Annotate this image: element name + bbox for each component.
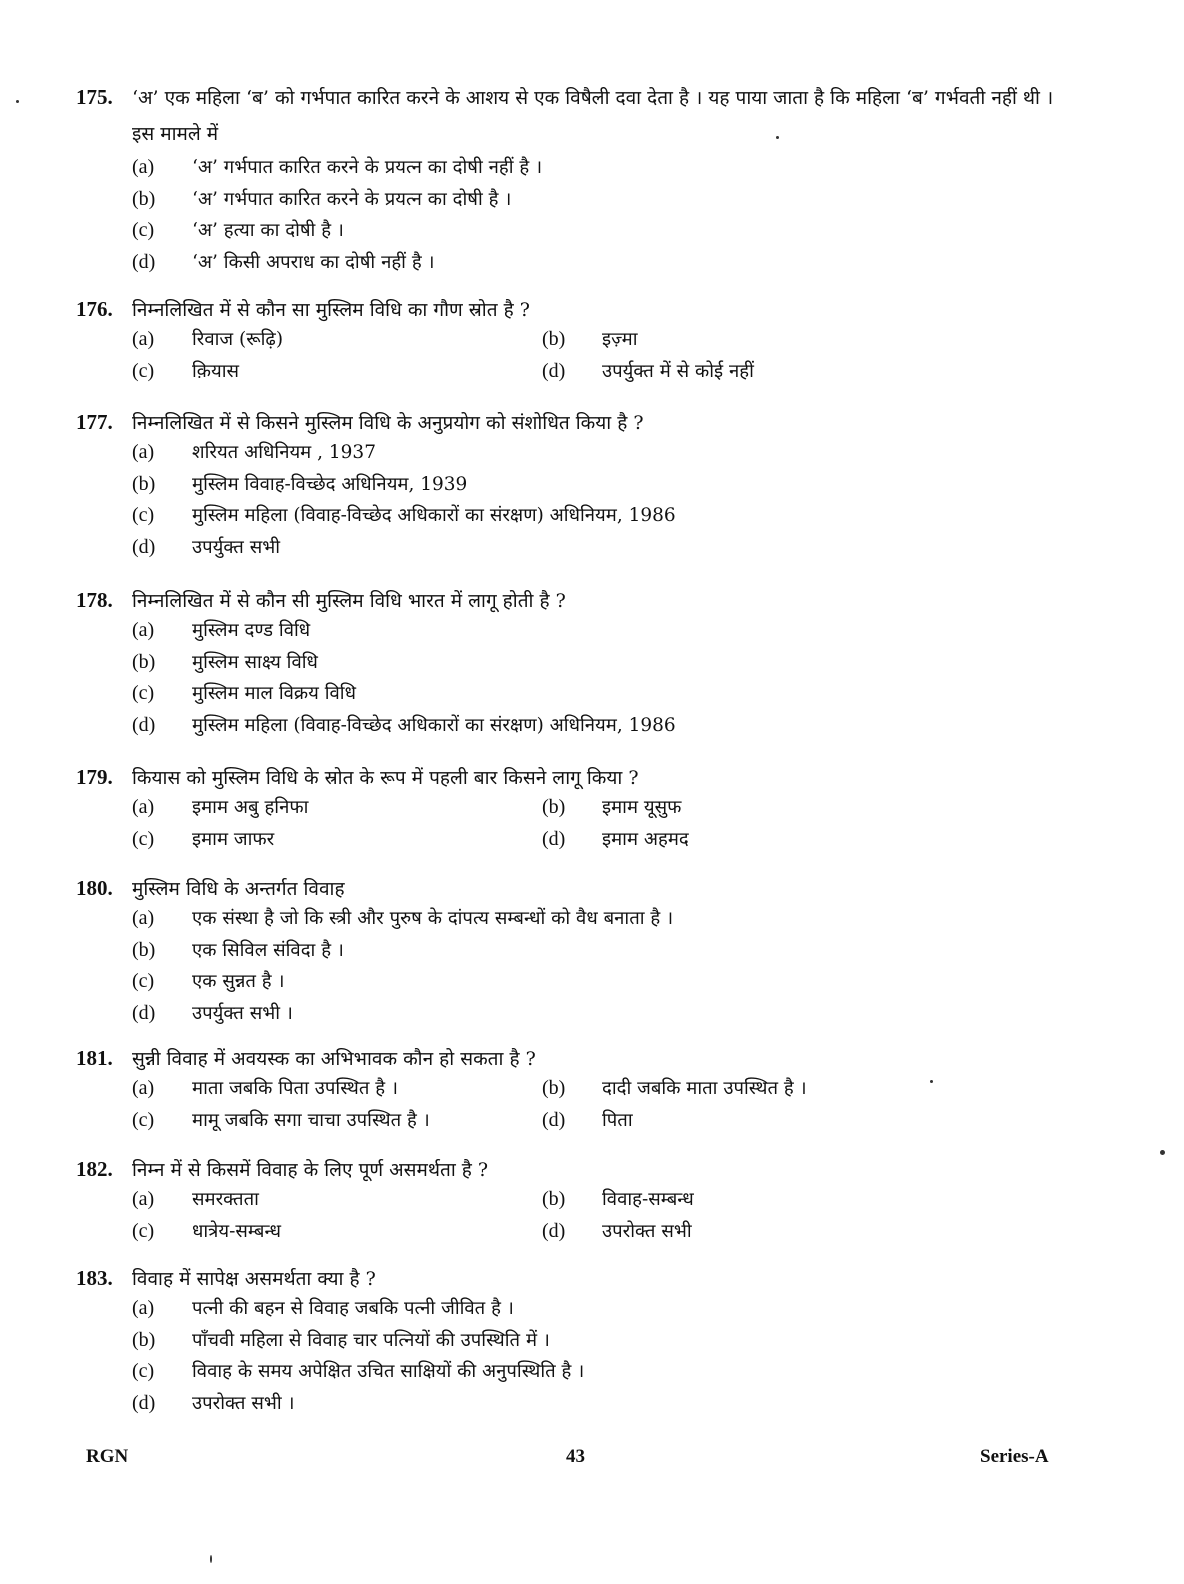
option-d <box>542 1105 1076 1137</box>
option-label: (d) <box>542 827 566 850</box>
option-text: इमाम जाफर <box>192 828 275 850</box>
option-c <box>132 1356 1076 1388</box>
option-text: ‘अ’ हत्या का दोषी है । <box>192 220 344 241</box>
option-label: (b) <box>132 938 156 961</box>
option-label: (c) <box>132 970 155 992</box>
question-number: 182. <box>76 1157 113 1181</box>
option-d <box>132 532 1076 564</box>
option-c <box>132 356 542 388</box>
option-text: पिता <box>602 1109 633 1131</box>
option-label: (a) <box>132 1297 155 1319</box>
question-178 <box>76 586 1076 741</box>
option-label: (d) <box>542 1108 566 1131</box>
option-label: (a) <box>132 907 155 929</box>
option-b <box>132 1325 1076 1357</box>
option-label: (c) <box>132 504 155 526</box>
options-list <box>132 903 1076 1029</box>
option-label: (a) <box>132 441 155 463</box>
question-181 <box>76 1044 1076 1136</box>
option-b <box>132 469 1076 501</box>
question-183 <box>76 1264 1076 1419</box>
question-179 <box>76 763 1076 855</box>
option-a <box>132 1293 1076 1325</box>
option-text: माता जबकि पिता उपस्थित है । <box>192 1078 398 1099</box>
option-label: (d) <box>132 250 156 273</box>
option-text: इमाम अहमद <box>602 828 689 850</box>
option-label: (a) <box>132 328 155 350</box>
option-label: (d) <box>542 1219 566 1242</box>
question-text: निम्नलिखित में से किसने मुस्लिम विधि के अनुप्रयोग को संशोधित किया है ? <box>132 412 644 434</box>
question-number: 179. <box>76 765 113 789</box>
option-text: ‘अ’ गर्भपात कारित करने के प्रयत्न का दोषी है । <box>192 188 512 210</box>
option-c <box>132 824 542 856</box>
option-c <box>132 966 1076 998</box>
option-b <box>542 792 1076 824</box>
option-label: (b) <box>132 472 156 495</box>
option-d <box>132 1388 1076 1420</box>
option-text: मुस्लिम विवाह-विच्छेद अधिनियम, 1939 <box>192 473 468 495</box>
option-label: (b) <box>542 1188 566 1210</box>
option-a <box>132 615 1076 647</box>
option-text: विवाह के समय अपेक्षित उचित साक्षियों की अनुपस्थिति है । <box>192 1361 585 1382</box>
question-text: सुन्नी विवाह में अवयस्क का अभिभावक कौन हो सकता है ? <box>132 1048 536 1070</box>
option-text: मुस्लिम साक्ष्य विधि <box>192 651 318 673</box>
option-text: मुस्लिम महिला (विवाह-विच्छेद अधिकारों का संरक्षण) अधिनियम, 1986 <box>192 505 676 526</box>
option-text: विवाह-सम्बन्ध <box>602 1189 694 1210</box>
option-label: (b) <box>132 187 156 210</box>
option-label: (d) <box>132 1391 156 1414</box>
option-b <box>132 935 1076 967</box>
series-label: Series-A <box>980 1446 1049 1467</box>
option-a <box>132 324 542 356</box>
option-label: (c) <box>132 1108 155 1131</box>
scan-speck <box>776 136 779 139</box>
option-text: ‘अ’ गर्भपात कारित करने के प्रयत्न का दोषी नहीं है । <box>192 157 543 178</box>
option-text: एक सिविल संविदा है । <box>192 939 344 961</box>
option-label: (b) <box>132 650 156 673</box>
options-grid <box>132 1073 1076 1136</box>
option-label: (a) <box>132 1188 155 1210</box>
option-b <box>132 184 1076 216</box>
question-number: 183. <box>76 1266 113 1290</box>
option-label: (a) <box>132 1077 155 1099</box>
question-number: 180. <box>76 876 113 900</box>
option-a <box>132 792 542 824</box>
option-text: उपर्युक्त सभी । <box>192 1002 293 1024</box>
option-text: इज़्मा <box>602 329 638 350</box>
option-text: मुस्लिम महिला (विवाह-विच्छेद अधिकारों का संरक्षण) अधिनियम, 1986 <box>192 714 676 736</box>
page-number: 43 <box>566 1446 585 1467</box>
option-a <box>132 903 1076 935</box>
option-label: (d) <box>132 535 156 558</box>
option-label: (b) <box>542 796 566 818</box>
scan-speck <box>930 1080 933 1083</box>
option-b <box>132 647 1076 679</box>
option-c <box>132 215 1076 247</box>
option-label: (c) <box>132 682 155 704</box>
question-number: 177. <box>76 410 113 434</box>
option-label: (a) <box>132 796 155 818</box>
option-c <box>132 1105 542 1137</box>
question-text: कियास को मुस्लिम विधि के स्रोत के रूप में पहली बार किसने लागू किया ? <box>132 767 639 789</box>
option-text: मामू जबकि सगा चाचा उपस्थित है । <box>192 1109 430 1131</box>
option-text: रिवाज (रूढ़ि) <box>192 329 284 350</box>
option-label: (c) <box>132 1219 155 1242</box>
option-text: पाँचवी महिला से विवाह चार पत्नियों की उपस्थिति में । <box>192 1329 550 1351</box>
question-176 <box>76 295 1076 387</box>
option-text: एक संस्था है जो कि स्त्री और पुरुष के दांपत्य सम्बन्धों को वैध बनाता है । <box>192 908 674 929</box>
option-d <box>132 998 1076 1030</box>
question-number: 175. <box>76 85 113 109</box>
option-label: (b) <box>542 328 566 350</box>
options-grid <box>132 792 1076 855</box>
option-d <box>542 824 1076 856</box>
options-list <box>132 615 1076 741</box>
option-text: मुस्लिम दण्ड विधि <box>192 620 311 641</box>
options-list <box>132 1293 1076 1419</box>
option-text: इमाम अबु हनिफा <box>192 797 309 818</box>
question-text: मुस्लिम विधि के अन्तर्गत विवाह <box>132 878 345 900</box>
option-b <box>542 324 1076 356</box>
option-c <box>132 678 1076 710</box>
scan-speck <box>210 1555 212 1563</box>
question-text: निम्न में से किसमें विवाह के लिए पूर्ण असमर्थता है ? <box>132 1159 489 1181</box>
option-label: (a) <box>132 619 155 641</box>
options-grid <box>132 1184 1076 1247</box>
option-text: शरियत अधिनियम , 1937 <box>192 442 376 463</box>
option-label: (b) <box>542 1077 566 1099</box>
option-a <box>132 437 1076 469</box>
question-182 <box>76 1155 1076 1247</box>
option-text: उपरोक्त सभी । <box>192 1392 295 1414</box>
option-text: एक सुन्नत है । <box>192 971 285 992</box>
option-d <box>132 710 1076 742</box>
option-text: दादी जबकि माता उपस्थित है । <box>602 1078 807 1099</box>
question-text: विवाह में सापेक्ष असमर्थता क्या है ? <box>132 1268 376 1290</box>
option-text: समरक्तता <box>192 1189 259 1210</box>
option-text: उपरोक्त सभी <box>602 1220 692 1242</box>
question-180 <box>76 874 1076 1029</box>
question-text: निम्नलिखित में से कौन सा मुस्लिम विधि का गौण स्रोत है ? <box>132 299 530 321</box>
scan-speck <box>1160 1150 1165 1155</box>
option-text: उपर्युक्त में से कोई नहीं <box>602 360 754 382</box>
option-b <box>542 1184 1076 1216</box>
option-c <box>132 500 1076 532</box>
question-177 <box>76 408 1076 563</box>
option-a <box>132 1184 542 1216</box>
question-number: 178. <box>76 588 113 612</box>
option-label: (d) <box>132 713 156 736</box>
option-text: उपर्युक्त सभी <box>192 536 281 558</box>
option-label: (c) <box>132 1360 155 1382</box>
question-175 <box>76 80 1076 278</box>
option-label: (c) <box>132 359 155 382</box>
option-text: इमाम यूसुफ <box>602 797 682 818</box>
option-label: (d) <box>132 1001 156 1024</box>
options-list <box>132 437 1076 563</box>
option-text: पत्नी की बहन से विवाह जबकि पत्नी जीवित है । <box>192 1298 514 1319</box>
option-a <box>132 152 1076 184</box>
question-text: ‘अ’ एक महिला ‘ब’ को गर्भपात कारित करने के आशय से एक विषैली दवा देता है । यह पाया जाता है कि महिला ‘ब’ गर्भवती नहीं थी । इस मामले में <box>132 87 1054 145</box>
option-label: (d) <box>542 359 566 382</box>
option-label: (c) <box>132 827 155 850</box>
options-grid <box>132 324 1076 387</box>
option-d <box>542 1216 1076 1248</box>
option-text: मुस्लिम माल विक्रय विधि <box>192 683 356 704</box>
paper-code: RGN <box>86 1446 129 1467</box>
options-list <box>132 152 1076 278</box>
option-label: (a) <box>132 156 155 178</box>
question-number: 181. <box>76 1046 113 1070</box>
option-text: धात्रेय-सम्बन्ध <box>192 1220 281 1242</box>
option-label: (c) <box>132 219 155 241</box>
option-c <box>132 1216 542 1248</box>
option-label: (b) <box>132 1328 156 1351</box>
option-text: क़ियास <box>192 360 240 382</box>
option-d <box>542 356 1076 388</box>
question-number: 176. <box>76 297 113 321</box>
question-text: निम्नलिखित में से कौन सी मुस्लिम विधि भारत में लागू होती है ? <box>132 590 566 612</box>
option-a <box>132 1073 542 1105</box>
scan-speck <box>16 100 19 103</box>
option-d <box>132 247 1076 279</box>
option-text: ‘अ’ किसी अपराध का दोषी नहीं है । <box>192 251 435 273</box>
option-b <box>542 1073 1076 1105</box>
